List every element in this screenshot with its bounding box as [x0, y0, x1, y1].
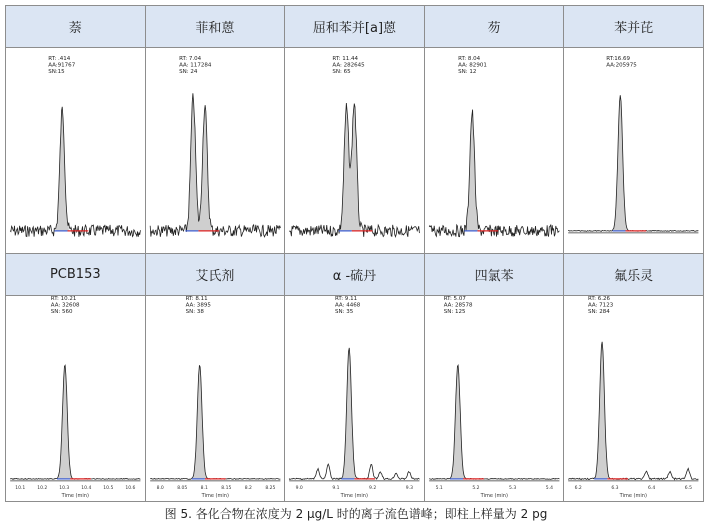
peak-annotation: AA: 4468	[335, 302, 361, 309]
tick-label: 8.0	[156, 485, 164, 491]
plot-area	[564, 296, 703, 501]
tick-label: 10.6	[125, 485, 136, 491]
tick-label: 5.4	[545, 485, 553, 491]
peak-annotation: AA:205975	[606, 62, 638, 69]
peak-annotation: AA: 32608	[50, 302, 80, 309]
x-axis-label: Time (min)	[61, 492, 89, 499]
panel-title: 芴	[425, 6, 564, 48]
tick-label: 5.1	[435, 485, 443, 491]
peak-annotation: SN: 35	[335, 309, 354, 316]
peak-annotation: AA: 282645	[332, 62, 365, 69]
chromatogram-panel	[5, 253, 146, 502]
x-axis-label: Time (min)	[620, 492, 648, 499]
peak-annotation: AA:91767	[48, 62, 76, 69]
chromatogram-panel	[5, 5, 146, 254]
tick-label: 6.4	[648, 485, 656, 491]
chromatogram-svg	[6, 48, 145, 253]
plot-area	[6, 48, 145, 253]
x-axis-label: Time (min)	[480, 492, 508, 499]
peak-annotation: SN: 24	[178, 69, 197, 76]
chromatogram-svg	[6, 296, 145, 501]
panel-title: 氟乐灵	[564, 254, 703, 296]
panel-title: 菲和蒽	[146, 6, 285, 48]
peak-annotation: RT: 11.44	[332, 56, 359, 63]
peak-annotation: AA: 7123	[588, 302, 614, 309]
panel-title: 屈和苯并[a]蒽	[285, 6, 424, 48]
peak-annotation: RT: 6.26	[588, 296, 611, 303]
peak-annotation: SN: 38	[185, 309, 204, 316]
peak-annotation: RT:16.69	[606, 56, 631, 63]
x-axis-label: Time (min)	[201, 492, 229, 499]
peak-annotation: RT: 5.07	[443, 296, 466, 303]
chromatogram-panel	[145, 253, 286, 502]
peak-annotation: AA: 28578	[443, 302, 473, 309]
chromatogram-trace	[429, 365, 559, 479]
chromatogram-panel	[284, 5, 425, 254]
chromatogram-svg	[425, 48, 564, 253]
chromatogram-trace	[569, 95, 699, 231]
chromatogram-svg	[146, 48, 285, 253]
peak-annotation: AA: 82901	[457, 62, 487, 69]
tick-label: 9.1	[332, 485, 340, 491]
tick-label: 9.2	[369, 485, 377, 491]
panel-title: 萘	[6, 6, 145, 48]
tick-label: 9.0	[295, 485, 304, 491]
tick-label: 6.2	[575, 485, 583, 491]
chromatogram-grid	[5, 5, 703, 501]
chromatogram-trace	[150, 93, 280, 237]
plot-area	[425, 296, 564, 501]
plot-area	[285, 296, 424, 501]
chromatogram-svg	[285, 48, 424, 253]
peak-annotation: RT: .414	[48, 56, 71, 63]
chromatogram-panel	[563, 253, 704, 502]
peak-annotation: RT: 7.04	[178, 56, 201, 63]
panel-title: 艾氏剂	[146, 254, 285, 296]
chromatogram-trace	[569, 342, 699, 480]
tick-label: 9.3	[405, 485, 414, 491]
tick-label: 8.25	[264, 485, 275, 491]
panel-title: 四氯苯	[425, 254, 564, 296]
plot-area	[564, 48, 703, 253]
tick-label: 5.3	[508, 485, 517, 491]
peak-annotation: SN:15	[48, 69, 65, 76]
panel-title: PCB153	[6, 254, 145, 296]
tick-label: 5.2	[472, 485, 480, 491]
chromatogram-panel	[145, 5, 286, 254]
panel-title: 苯并芘	[564, 6, 703, 48]
tick-label: 6.5	[685, 485, 693, 491]
tick-label: 8.15	[220, 485, 231, 491]
chromatogram-trace	[429, 110, 559, 237]
tick-label: 8.05	[176, 485, 187, 491]
chromatogram-panel	[284, 253, 425, 502]
chromatogram-panel	[424, 253, 565, 502]
chromatogram-trace	[10, 365, 140, 479]
plot-area	[6, 296, 145, 501]
peak-annotation: SN: 65	[332, 69, 351, 76]
chromatogram-trace	[150, 365, 280, 479]
peak-annotation: RT: 8.04	[457, 56, 480, 63]
plot-area	[146, 296, 285, 501]
chromatogram-svg	[564, 296, 703, 501]
tick-label: 10.4	[81, 485, 92, 491]
chromatogram-svg	[564, 48, 703, 253]
chromatogram-panel	[424, 5, 565, 254]
plot-area	[285, 48, 424, 253]
peak-annotation: SN: 284	[588, 309, 611, 316]
peak-annotation: SN: 125	[443, 309, 466, 316]
chromatogram-trace	[289, 348, 419, 480]
tick-label: 6.3	[611, 485, 619, 491]
chromatogram-svg	[285, 296, 424, 501]
panel-title: α -硫丹	[285, 254, 424, 296]
x-axis-label: Time (min)	[340, 492, 369, 499]
peak-annotation: AA: 117284	[178, 62, 211, 69]
peak-annotation: RT: 10.21	[50, 296, 77, 303]
peak-annotation: RT: 9.11	[335, 296, 358, 303]
peak-annotation: AA: 3895	[185, 302, 211, 309]
tick-label: 10.1	[15, 485, 26, 491]
chromatogram-svg	[425, 296, 564, 501]
tick-label: 10.5	[103, 485, 114, 491]
tick-label: 10.3	[59, 485, 70, 491]
figure-caption: 图 5. 各化合物在浓度为 2 μg/L 时的离子流色谱峰；即柱上样量为 2 pg	[164, 507, 548, 521]
peak-annotation: SN: 12	[457, 69, 477, 76]
tick-label: 10.2	[37, 485, 48, 491]
tick-label: 8.2	[244, 485, 252, 491]
chromatogram-trace	[10, 107, 140, 237]
peak-annotation: RT: 8.11	[185, 296, 208, 303]
plot-area	[146, 48, 285, 253]
chromatogram-panel	[563, 5, 704, 254]
plot-area	[425, 48, 564, 253]
tick-label: 8.1	[200, 485, 208, 491]
peak-annotation: SN: 560	[50, 309, 73, 316]
chromatogram-svg	[146, 296, 285, 501]
